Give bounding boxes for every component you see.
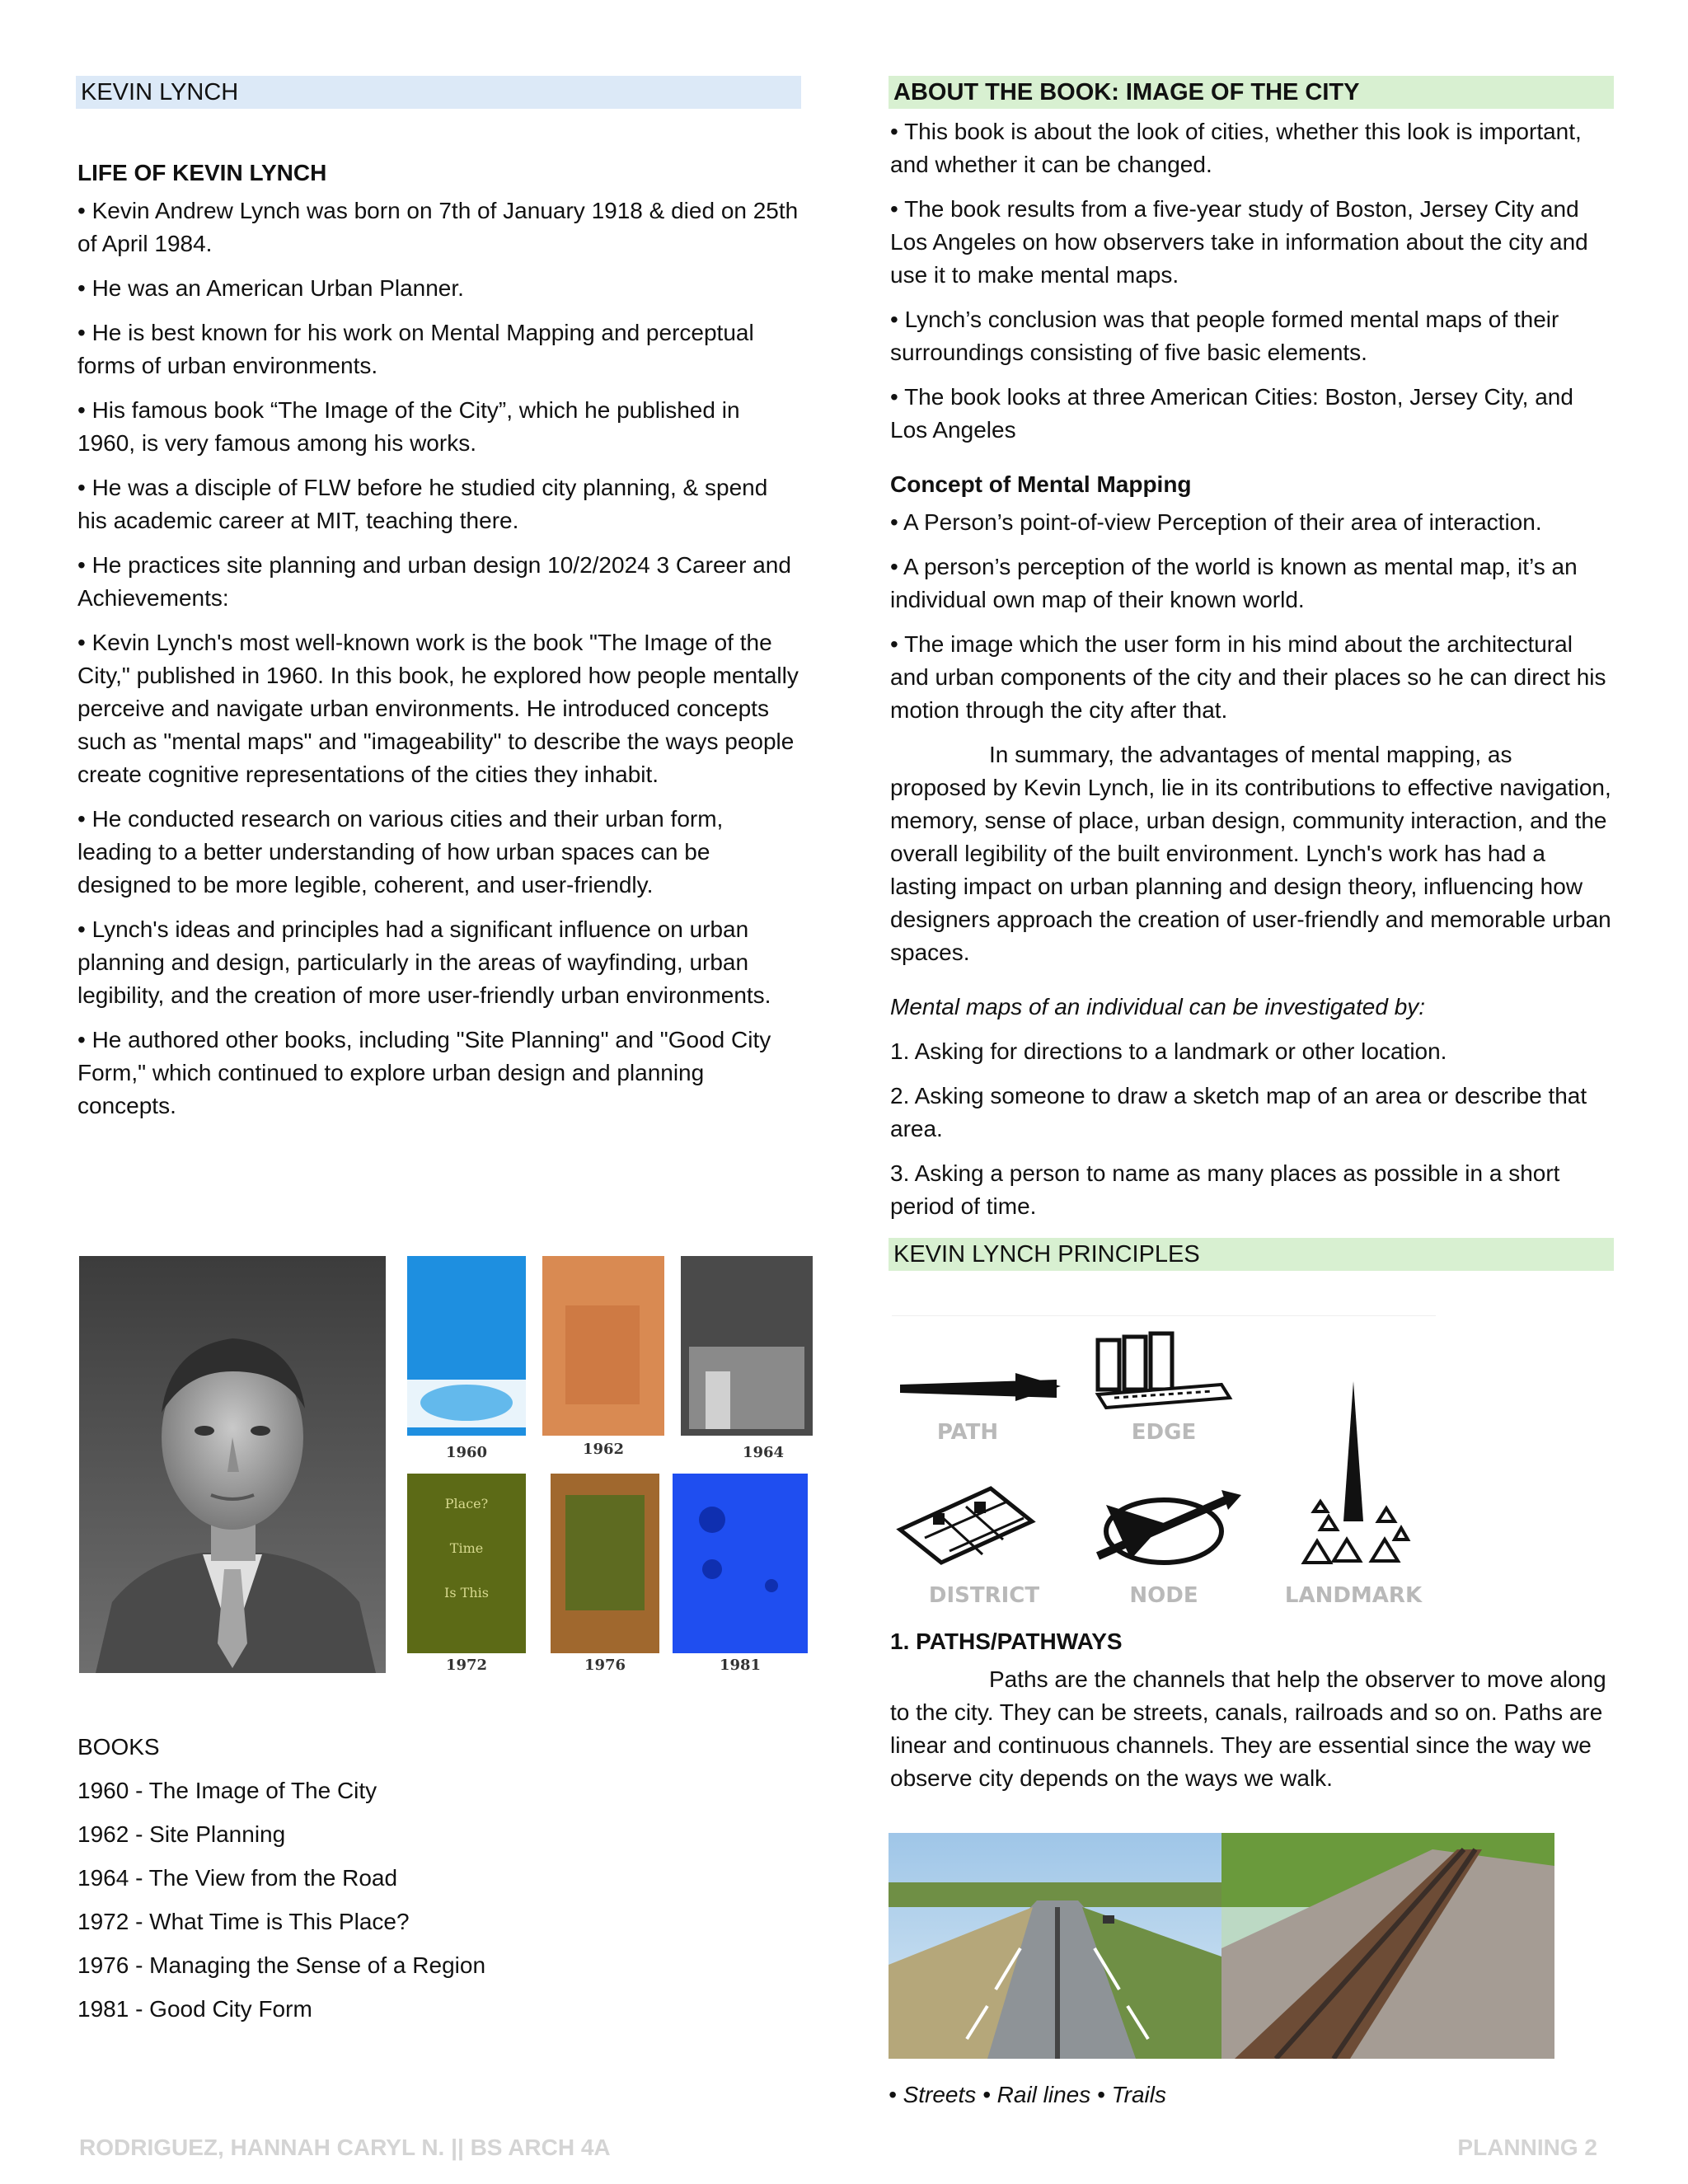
concept-title: Concept of Mental Mapping — [890, 471, 1192, 497]
footer-course: PLANNING 2 — [1457, 2135, 1597, 2160]
svg-text:Time: Time — [449, 1540, 484, 1556]
life-bullets — [76, 194, 801, 1122]
svg-text:1964: 1964 — [742, 1444, 785, 1461]
edge-label: EDGE — [1131, 1420, 1197, 1445]
paths-photos — [889, 1833, 1554, 2059]
kevin-lynch-portrait — [79, 1256, 386, 1673]
lynch-five-elements-diagram — [892, 1315, 1436, 1622]
life-bullet: • He was an American Urban Planner. — [77, 275, 464, 301]
node-label: NODE — [1129, 1583, 1198, 1608]
book-item: 1976 - Managing the Sense of a Region — [77, 1952, 486, 1978]
about-bullet: • This book is about the look of cities, whether this look is important, and whether it can be changed. — [890, 119, 1582, 177]
district-label: DISTRICT — [928, 1583, 1040, 1608]
about-bullet: • The book looks at three American Cities: Boston, Jersey City, and Los Angeles — [890, 384, 1573, 443]
life-bullet: • His famous book “The Image of the City”, which he published in 1960, is very famous among his works. — [77, 397, 740, 456]
highway-photo — [889, 1833, 1221, 2059]
path-element — [900, 1373, 1061, 1445]
paths-text: Paths are the channels that help the observer to move along to the city. They can be streets, canals, railroads and so on. Paths are linear and continuous channels. They are essential since the way we observe city depends on the ways we walk. — [890, 1666, 1606, 1791]
life-bullet: • He is best known for his work on Mental Mapping and perceptual forms of urban environments. — [77, 320, 754, 378]
about-bullet: • Lynch’s conclusion was that people formed mental maps of their surroundings consisting of five basic elements. — [890, 307, 1559, 365]
book-item: 1960 - The Image of The City — [77, 1778, 377, 1803]
section-header-kevin-lynch: KEVIN LYNCH — [76, 76, 801, 109]
node-element — [1098, 1490, 1241, 1608]
svg-text:1976: 1976 — [584, 1657, 626, 1673]
section-header-about-book: ABOUT THE BOOK: IMAGE OF THE CITY — [889, 76, 1614, 109]
about-bullet: • The book results from a five-year study of Boston, Jersey City and Los Angeles on how observers take in information about the city and use it to make mental maps. — [890, 196, 1588, 288]
landmark-label: LANDMARK — [1284, 1583, 1423, 1608]
section-header-principles: KEVIN LYNCH PRINCIPLES — [889, 1238, 1614, 1271]
life-bullet: • He was a disciple of FLW before he studied city planning, & spend his academic career at MIT, teaching there. — [77, 475, 768, 533]
concept-bullet: • A person’s perception of the world is known as mental map, it’s an individual own map of their known world. — [890, 554, 1578, 612]
book-item: 1981 - Good City Form — [77, 1996, 312, 2022]
life-bullet: • He practices site planning and urban design 10/2/2024 3 Career and Achievements: — [77, 552, 791, 611]
paths-section — [889, 1625, 1614, 1807]
footer-author: RODRIGUEZ, HANNAH CARYL N. || BS ARCH 4A — [79, 2135, 611, 2160]
life-bullet: • Kevin Lynch's most well-known work is the book "The Image of the City," published in 1960. In this book, he explored how people mentally perceive and navigate urban environments. He introduced concepts such as "mental maps" and "imageability" to describe the ways people create cognitive representations of the cities they inhabit. — [77, 630, 799, 787]
concept-bullet: • The image which the user form in his mind about the architectural and urban components of the city and their places so he can direct his motion through the city after that. — [890, 631, 1606, 723]
right-column — [889, 76, 1614, 1271]
investigate-item: 3. Asking a person to name as many places as possible in a short period of time. — [890, 1160, 1560, 1219]
book-cover-1981 — [673, 1474, 808, 1673]
left-column — [76, 76, 801, 1134]
life-bullet: • He conducted research on various cities and their urban form, leading to a better understanding of how urban spaces can be designed to be more legible, coherent, and user-friendly. — [77, 806, 724, 898]
landmark-element — [1285, 1381, 1423, 1608]
summary-paragraph: In summary, the advantages of mental mapping, as proposed by Kevin Lynch, lie in its contributions to effective navigation, memory, sense of place, urban design, community interaction, and the overall legibility of the built environment. Lynch's work has had a lasting impact on urban planning and design theory, influencing how designers approach the creation of user-friendly and memorable urban spaces. — [890, 742, 1611, 965]
book-cover-1960 — [407, 1256, 526, 1461]
book-cover-1962 — [542, 1256, 664, 1458]
edge-element — [1098, 1333, 1230, 1445]
district-element — [900, 1488, 1039, 1608]
svg-text:1960: 1960 — [445, 1444, 488, 1461]
paths-title: 1. PATHS/PATHWAYS — [890, 1629, 1123, 1654]
railroad-photo — [1221, 1833, 1554, 2059]
path-label: PATH — [936, 1420, 999, 1445]
book-cover-1964 — [681, 1256, 813, 1461]
svg-text:Is This: Is This — [444, 1585, 489, 1601]
svg-text:1972: 1972 — [445, 1657, 488, 1673]
book-cover-1976 — [551, 1474, 659, 1673]
life-title: LIFE OF KEVIN LYNCH — [77, 160, 327, 185]
svg-text:1981: 1981 — [719, 1657, 762, 1673]
book-cover-1972 — [407, 1474, 526, 1673]
book-item: 1972 - What Time is This Place? — [77, 1909, 410, 1934]
investigate-item: 2. Asking someone to draw a sketch map of an area or describe that area. — [890, 1083, 1587, 1141]
life-bullet: • Kevin Andrew Lynch was born on 7th of January 1918 & died on 25th of April 1984. — [77, 198, 799, 256]
portrait-and-book-covers — [79, 1256, 818, 1673]
investigate-title: Mental maps of an individual can be investigated by: — [890, 994, 1426, 1019]
books-title: BOOKS — [77, 1734, 160, 1760]
svg-text:Place?: Place? — [444, 1496, 489, 1511]
books-list — [76, 1731, 801, 2036]
book-item: 1962 - Site Planning — [77, 1821, 286, 1847]
concept-bullet: • A Person’s point-of-view Perception of their area of interaction. — [890, 509, 1542, 535]
paths-examples: • Streets • Rail lines • Trails — [889, 2082, 1166, 2107]
life-bullet: • He authored other books, including "Site Planning" and "Good City Form," which continued to explore urban design and planning concepts. — [77, 1027, 771, 1118]
investigate-item: 1. Asking for directions to a landmark or other location. — [890, 1038, 1447, 1064]
life-bullet: • Lynch's ideas and principles had a significant influence on urban planning and design, particularly in the areas of wayfinding, urban legibility, and the creation of more user-friendly urban environments. — [77, 916, 771, 1008]
svg-text:1962: 1962 — [582, 1441, 625, 1458]
book-item: 1964 - The View from the Road — [77, 1865, 398, 1891]
